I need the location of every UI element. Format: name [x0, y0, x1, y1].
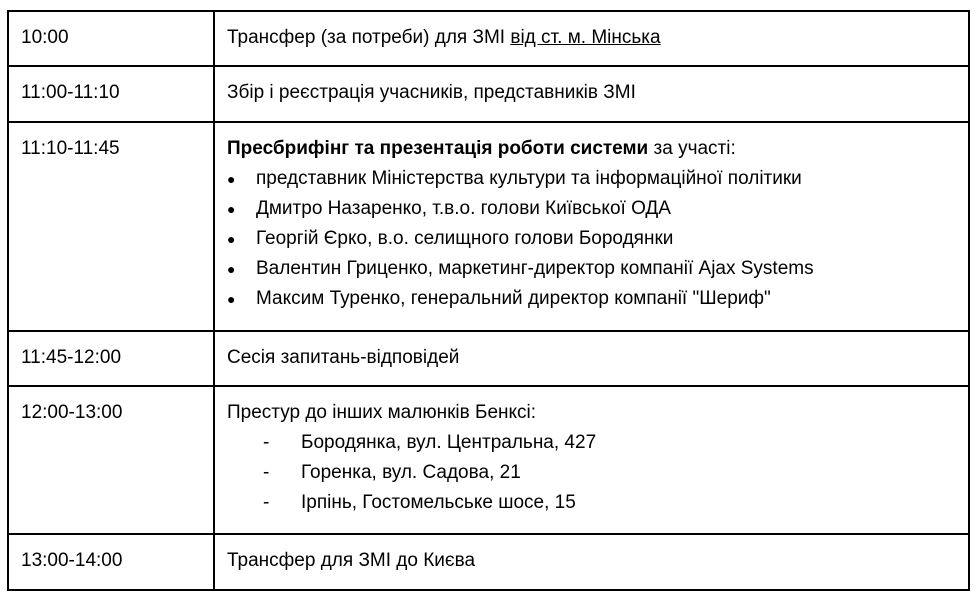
participants-list [227, 164, 956, 314]
time-cell: 13:00-14:00 [8, 534, 214, 590]
table-row [8, 11, 969, 66]
briefing-heading [227, 134, 956, 164]
list-item: - Бородянка, вул. Центральна, 427 [227, 428, 956, 458]
time-cell: 11:45-12:00 [8, 331, 214, 386]
list-item: ● Валентин Гриценко, маркетинг-директор компанії Ajax Systems [227, 254, 956, 284]
activity-cell: Збір і реєстрація учасників, представників ЗМІ [214, 66, 969, 122]
activity-cell: Сесія запитань-відповідей [214, 331, 969, 386]
table-row [8, 122, 969, 331]
tour-heading: Престур до інших малюнків Бенксі: [227, 402, 537, 423]
activity-cell [214, 11, 969, 66]
list-item: ● представник Міністерства культури та інформаційної політики [227, 164, 956, 194]
list-item: ● Дмитро Назаренко, т.в.о. голови Київської ОДА [227, 194, 956, 224]
activity-cell [214, 386, 969, 534]
table-row [8, 66, 969, 122]
table-row [8, 331, 969, 386]
time-cell: 10:00 [8, 11, 214, 66]
time-cell: 11:10-11:45 [8, 122, 214, 331]
briefing-title: Пресбрифінг та презентація роботи системи [227, 138, 649, 159]
time-cell: 12:00-13:00 [8, 386, 214, 534]
activity-cell [214, 122, 969, 331]
time-cell: 11:00-11:10 [8, 66, 214, 122]
list-item: - Ірпінь, Гостомельське шосе, 15 [227, 488, 956, 518]
list-item: - Горенка, вул. Садова, 21 [227, 458, 956, 488]
schedule-table [7, 10, 970, 591]
locations-list [227, 428, 956, 518]
table-row [8, 534, 969, 590]
list-item: ● Максим Туренко, генеральний директор компанії "Шериф" [227, 284, 956, 314]
briefing-suffix: за участі: [648, 138, 736, 159]
location-link[interactable]: від ст. м. Мінська [510, 27, 661, 48]
list-item: ● Георгій Єрко, в.о. селищного голови Бородянки [227, 224, 956, 254]
activity-cell: Трансфер для ЗМІ до Києва [214, 534, 969, 590]
table-row [8, 386, 969, 534]
activity-text: Трансфер (за потреби) для ЗМІ [227, 27, 511, 48]
